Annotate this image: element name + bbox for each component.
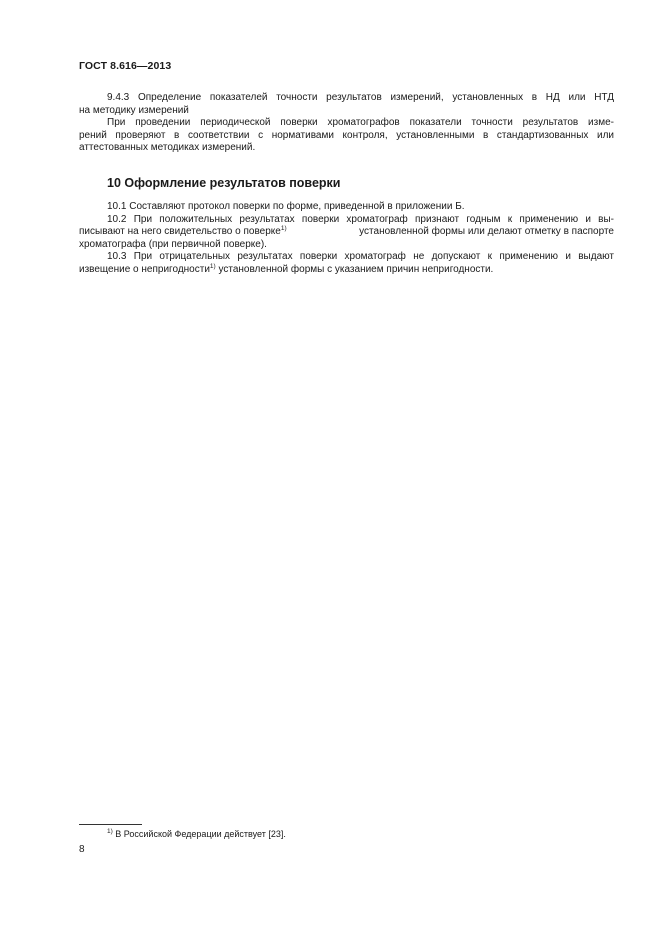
paragraph-line: аттестованных методиках измерений. (79, 142, 256, 154)
paragraph-line (79, 264, 614, 277)
section-heading: 10 Оформление результатов поверки (107, 176, 341, 190)
footnote-ref: 1) (280, 225, 287, 233)
footnote-marker: 1) (107, 828, 113, 835)
paragraph-line: 9.4.3 Определение показателей точности результатов измерений, установленных в НД или НТД (107, 92, 614, 103)
paragraph-line (79, 226, 614, 239)
paragraph-line: 10.1 Составляют протокол поверки по форме, приведенной в приложении Б. (107, 201, 465, 212)
document-header: ГОСТ 8.616—2013 (79, 60, 172, 72)
footnote (107, 829, 286, 839)
text-fragment: установленной формы с указанием причин непригодности. (215, 263, 494, 275)
section-9-4-3 (79, 92, 614, 155)
paragraph-line: 10.3 При отрицательных результатах поверки хроматограф не допускают к применению и выдают (107, 251, 614, 263)
text-fragment: писывают на него свидетельство о поверке (79, 226, 281, 238)
paragraph-line: хроматографа (при первичной поверке). (79, 238, 267, 250)
text-fragment: установленной формы или делают отметку в паспорте (359, 226, 614, 238)
text-fragment (79, 226, 287, 239)
paragraph-line: на методику измерений (79, 104, 189, 116)
footnote-ref: 1) (209, 262, 216, 270)
text-fragment: извещение о непригодности (79, 263, 210, 275)
footnote-text: В Российской Федерации действует [23]. (112, 829, 286, 839)
page-number: 8 (79, 844, 85, 855)
footnote-separator (79, 824, 142, 825)
paragraph-line: 10.2 При положительных результатах поверки хроматограф признают годным к применению и вы- (107, 213, 614, 225)
paragraph-line: рений проверяют в соответствии с нормативами контроля, установленными в стандартизованных или (79, 129, 614, 141)
section-10-body (79, 201, 614, 277)
paragraph-line: При проведении периодической поверки хроматографов показатели точности результатов изме- (107, 117, 614, 129)
